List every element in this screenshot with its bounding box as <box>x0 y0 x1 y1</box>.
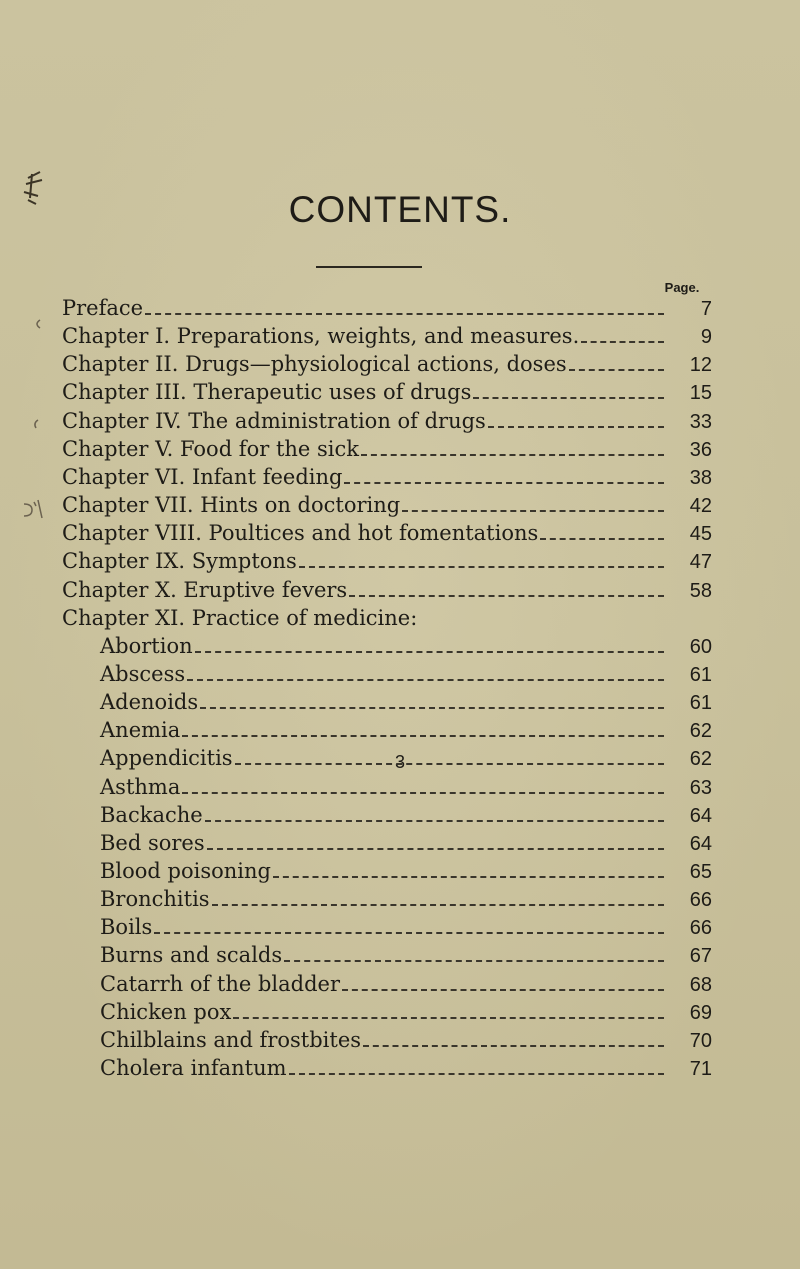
page-column-header: Page. <box>664 280 700 295</box>
dot-leader <box>342 989 664 991</box>
toc-entry-label: Appendicitis <box>100 746 233 771</box>
toc-entry-label: Burns and scalds <box>100 943 283 968</box>
toc-entry <box>100 998 712 1026</box>
page-title: CONTENTS. <box>288 189 512 230</box>
dot-leader <box>569 369 664 371</box>
toc-entry-page: 15 <box>689 382 712 405</box>
dot-leader <box>145 313 664 315</box>
dot-leader <box>284 960 664 962</box>
toc-entry <box>100 801 712 829</box>
toc-entry-label: Chapter VIII. Poultices and hot fomentations <box>62 521 539 546</box>
toc-entry-label: Asthma <box>100 774 181 799</box>
toc-entry-label: Chapter II. Drugs—physiological actions, doses <box>62 352 567 377</box>
toc-entry-page: 64 <box>689 832 712 855</box>
toc-entry-label: Abortion <box>100 633 193 658</box>
dot-leader <box>289 1073 664 1075</box>
dot-leader <box>182 735 664 737</box>
toc-entry <box>100 857 712 885</box>
toc-entry <box>100 773 712 801</box>
toc-entry-label: Chapter IX. Symptons <box>62 549 297 574</box>
dot-leader <box>182 792 664 794</box>
toc-entry <box>62 604 712 632</box>
toc-entry <box>62 378 712 406</box>
toc-entry-label: Blood poisoning <box>100 859 271 883</box>
toc-entry-label: Chapter X. Eruptive fevers <box>62 577 348 602</box>
toc-entry-page: 66 <box>689 889 712 912</box>
toc-entry <box>62 322 712 350</box>
toc-entry <box>62 407 712 435</box>
toc-entry-label: Chapter XI. Practice of medicine: <box>62 605 418 630</box>
toc-entry <box>62 547 712 575</box>
page-number: 3 <box>394 752 405 772</box>
toc-entry-page: 61 <box>689 663 712 686</box>
dot-leader <box>299 566 664 568</box>
toc-entry <box>100 660 712 688</box>
toc-entry-page: 61 <box>689 692 712 715</box>
toc-entry <box>100 632 712 660</box>
toc-entry-label: Catarrh of the bladder <box>100 971 341 996</box>
toc-entry <box>62 491 712 519</box>
toc-entry <box>100 970 712 998</box>
toc-entry <box>62 463 712 491</box>
toc-entry <box>62 350 712 378</box>
toc-entry-label: Anemia <box>100 718 181 743</box>
toc-entry <box>100 1054 712 1082</box>
dot-leader <box>212 904 664 906</box>
toc-entry-page: 7 <box>700 298 712 320</box>
dot-leader <box>207 848 664 850</box>
toc-entry-label: Chicken pox <box>100 999 232 1024</box>
dot-leader <box>154 932 664 934</box>
toc-entry <box>100 688 712 716</box>
toc-entry-label: Chapter III. Therapeutic uses of drugs <box>62 380 472 405</box>
toc-entry-label: Chilblains and frostbites <box>100 1027 362 1052</box>
toc-entry-page: 62 <box>689 748 712 771</box>
toc-entry <box>62 294 712 322</box>
toc-entry-page: 71 <box>689 1058 712 1081</box>
toc-entry-page: 36 <box>689 438 712 461</box>
toc-entry-page: 69 <box>689 1001 712 1024</box>
toc-entry <box>100 829 712 857</box>
dot-leader <box>402 510 664 512</box>
toc-entry-page: 12 <box>689 354 712 377</box>
toc-entry-page: 45 <box>689 523 712 546</box>
toc-entry-page: 60 <box>689 635 712 658</box>
toc-entry-page: 38 <box>689 466 712 489</box>
dot-leader <box>195 651 664 653</box>
toc-entry <box>100 716 712 744</box>
toc-entry <box>100 885 712 913</box>
toc-entry-label: Chapter I. Preparations, weights, and measures. <box>62 324 580 349</box>
dot-leader <box>187 679 664 681</box>
toc-entry-page: 66 <box>689 917 712 940</box>
dot-leader <box>473 397 664 399</box>
toc-entry-label: Chapter IV. The administration of drugs <box>62 408 486 433</box>
toc-entry-page: 64 <box>689 804 712 827</box>
dot-leader <box>233 1017 664 1019</box>
toc-entry-page: 62 <box>689 720 712 743</box>
toc-entry-page: 63 <box>689 776 712 799</box>
toc-entry-page: 65 <box>689 861 712 883</box>
toc-entry-page: 9 <box>700 326 712 349</box>
toc-entry-page: 47 <box>689 551 712 574</box>
toc-entry-page: 70 <box>689 1029 712 1052</box>
toc-entry-label: Chapter VII. Hints on doctoring <box>62 493 401 518</box>
toc-entry-label: Preface <box>62 296 144 320</box>
dot-leader <box>344 482 664 484</box>
dot-leader <box>205 820 664 822</box>
dot-leader <box>581 341 664 343</box>
toc-entry-label: Cholera infantum <box>100 1056 287 1081</box>
dot-leader <box>200 707 664 709</box>
toc-entry-label: Abscess <box>100 661 186 686</box>
dot-leader <box>540 538 664 540</box>
toc-entry <box>100 941 712 969</box>
toc-entry <box>62 519 712 547</box>
toc-entry <box>100 913 712 941</box>
toc-entry <box>62 435 712 463</box>
toc-entry-label: Backache <box>100 802 203 827</box>
toc-entry <box>62 576 712 604</box>
dot-leader <box>363 1045 664 1047</box>
title-rule <box>316 266 422 268</box>
dot-leader <box>361 454 664 456</box>
toc-entry <box>100 1026 712 1054</box>
toc-entry-label: Chapter V. Food for the sick <box>62 436 359 461</box>
toc-entry-label: Boils <box>100 915 153 940</box>
toc-entry-page: 67 <box>689 945 712 968</box>
toc-entry-label: Bronchitis <box>100 887 210 912</box>
dot-leader <box>273 876 664 878</box>
toc-entry-label: Bed sores <box>100 830 205 855</box>
toc-entry-page: 33 <box>689 410 712 433</box>
toc-entry-label: Chapter VI. Infant feeding <box>62 464 343 489</box>
margin-pencil-marks <box>18 170 48 630</box>
dot-leader <box>488 426 664 428</box>
toc-entry-label: Adenoids <box>100 690 199 715</box>
dot-leader <box>349 595 664 597</box>
toc-entry-page: 68 <box>689 973 712 996</box>
toc-entry-page: 58 <box>689 579 712 602</box>
toc-entry-page: 42 <box>689 495 712 518</box>
